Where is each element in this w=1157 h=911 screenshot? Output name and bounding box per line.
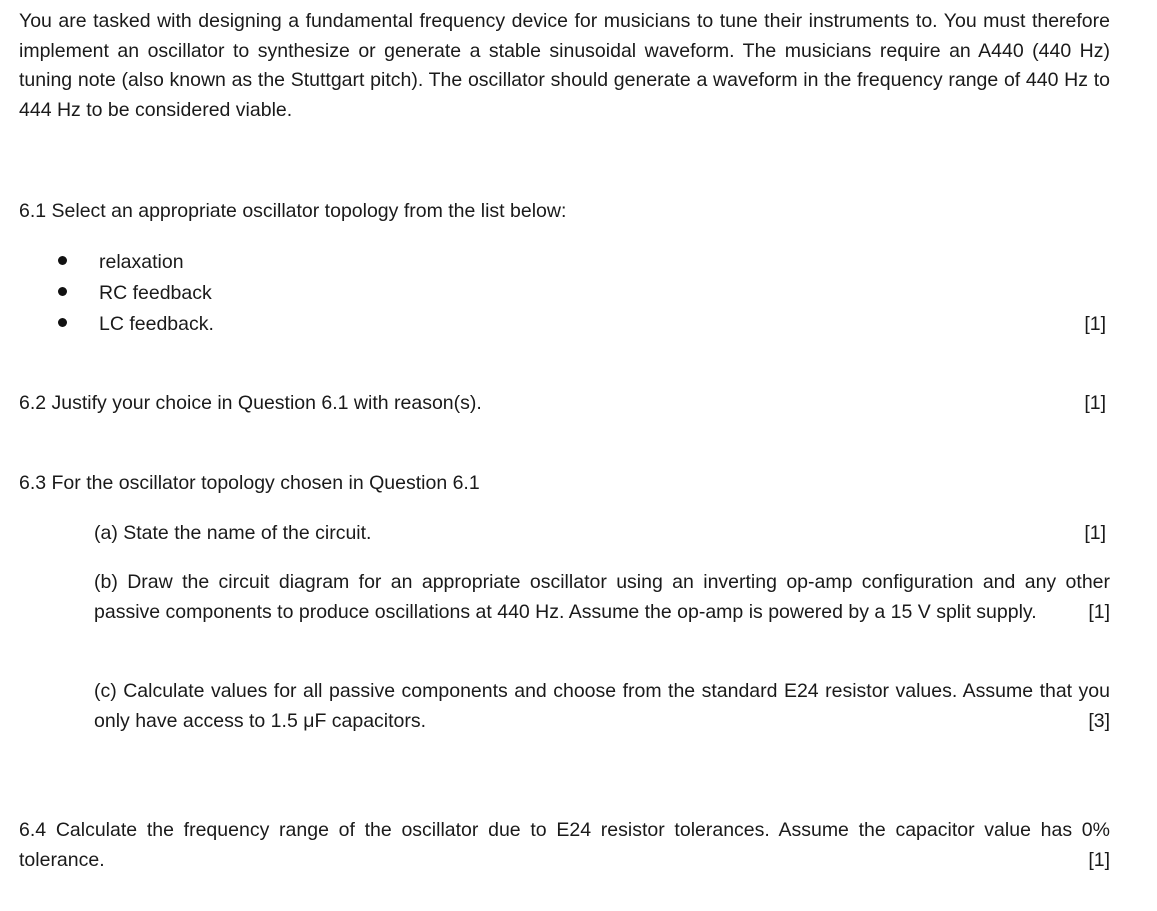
option-label: LC feedback. (99, 313, 214, 335)
question-6-3-c (94, 676, 1110, 736)
question-6-2: 6.2 Justify your choice in Question 6.1 with reason(s). (19, 392, 482, 414)
marks-6-3-c: [3] (1088, 710, 1110, 732)
bullet-icon (58, 287, 67, 296)
question-6-3-c-text: (c) Calculate values for all passive components and choose from the standard E24 resistor values. Assume that you only have access to 1.5 μF capacitors. (94, 680, 1110, 732)
question-6-4-text: 6.4 Calculate the frequency range of the oscillator due to E24 resistor tolerances. Assume the capacitor value has 0% tolerance. (19, 819, 1110, 871)
marks-6-4: [1] (1088, 848, 1110, 871)
option-relaxation (58, 250, 184, 274)
question-6-4 (19, 816, 1110, 875)
marks-6-3-b: [1] (1088, 601, 1110, 623)
option-label: relaxation (99, 251, 184, 273)
bullet-icon (58, 318, 67, 327)
option-rc-feedback (58, 281, 212, 305)
intro-paragraph: You are tasked with designing a fundamental frequency device for musicians to tune their instruments to. You must therefore implement an oscillator to synthesize or generate a stable sinusoidal waveform. The musicians require an A440 (440 Hz) tuning note (also known as the Stuttgart pitch). The oscillator should generate a waveform in the frequency range of 440 Hz to 444 Hz to be considered viable. (19, 10, 1110, 121)
question-6-3: 6.3 For the oscillator topology chosen in Question 6.1 (19, 472, 480, 494)
bullet-icon (58, 256, 67, 265)
marks-6-2: [1] (1084, 392, 1106, 414)
question-6-3-a: (a) State the name of the circuit. (94, 522, 372, 544)
question-6-1: 6.1 Select an appropriate oscillator topology from the list below: (19, 200, 567, 222)
marks-6-3-a: [1] (1084, 522, 1106, 544)
option-lc-feedback (58, 312, 214, 336)
option-label: RC feedback (99, 282, 212, 304)
question-6-3-b-text: (b) Draw the circuit diagram for an appropriate oscillator using an inverting op-amp configuration and any other passive components to produce oscillations at 440 Hz. Assume the op-amp is powered by a 15 V split supply. (94, 571, 1110, 623)
question-6-3-b (94, 567, 1110, 627)
marks-6-1: [1] (1084, 313, 1106, 335)
